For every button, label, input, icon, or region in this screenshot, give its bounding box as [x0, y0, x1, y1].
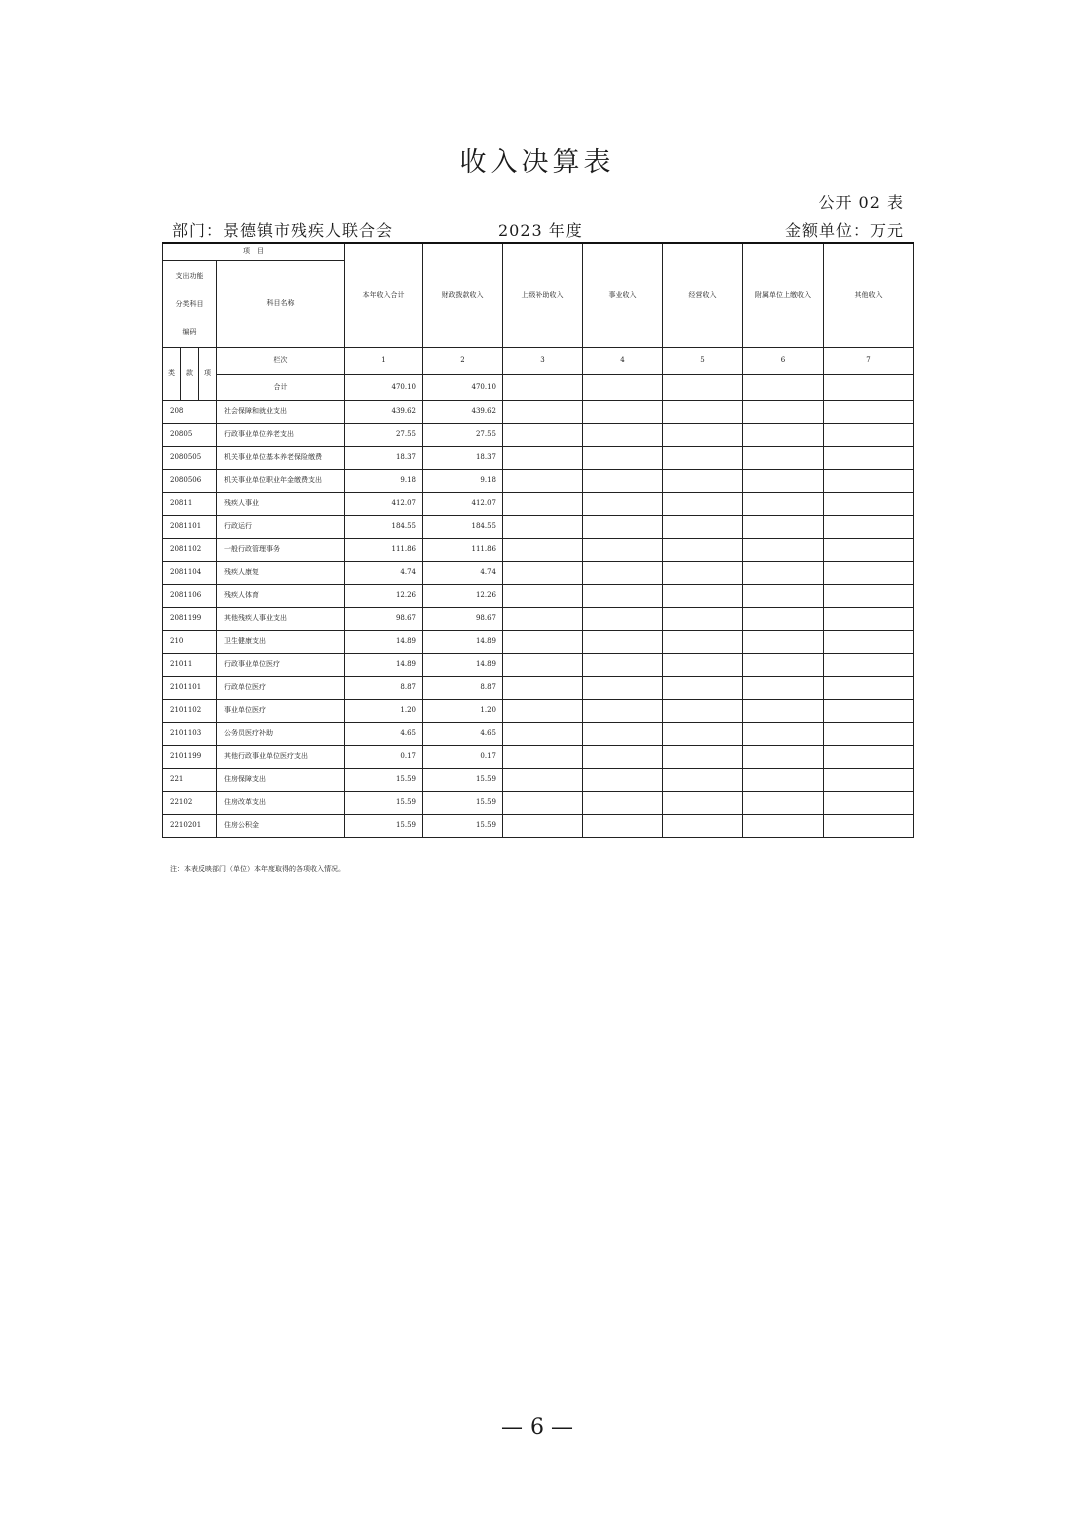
row-empty-cell: [824, 584, 914, 607]
row-empty-cell: [743, 400, 824, 423]
row-empty-cell: [583, 400, 663, 423]
row-fiscal: 184.55: [423, 515, 503, 538]
row-empty-cell: [743, 584, 824, 607]
row-total: 15.59: [345, 791, 423, 814]
row-empty-cell: [663, 791, 743, 814]
amount-unit: 金额单位：万元: [784, 221, 904, 240]
row-empty-cell: [663, 584, 743, 607]
total-value-2: 470.10: [423, 374, 503, 400]
row-fiscal: 15.59: [423, 814, 503, 837]
col-header-5: 经营收入: [663, 243, 743, 347]
row-name: 一般行政管理事务: [217, 538, 345, 561]
row-empty-cell: [743, 607, 824, 630]
row-fiscal: 0.17: [423, 745, 503, 768]
row-empty-cell: [824, 814, 914, 837]
row-empty-cell: [824, 469, 914, 492]
row-empty-cell: [743, 722, 824, 745]
row-total: 14.89: [345, 630, 423, 653]
row-empty-cell: [503, 400, 583, 423]
row-empty-cell: [824, 423, 914, 446]
row-code: 20811: [163, 492, 217, 515]
row-total: 15.59: [345, 814, 423, 837]
row-empty-cell: [663, 561, 743, 584]
col-header-4: 事业收入: [583, 243, 663, 347]
row-empty-cell: [824, 699, 914, 722]
row-code: 221: [163, 768, 217, 791]
table-row: [163, 699, 914, 722]
row-empty-cell: [663, 469, 743, 492]
row-empty-cell: [503, 515, 583, 538]
row-name: 事业单位医疗: [217, 699, 345, 722]
row-name: 住房保障支出: [217, 768, 345, 791]
code-header-line-2: 分类科目: [175, 299, 204, 308]
row-empty-cell: [824, 492, 914, 515]
row-total: 4.74: [345, 561, 423, 584]
row-empty-cell: [583, 492, 663, 515]
row-empty-cell: [743, 515, 824, 538]
row-name: 行政单位医疗: [217, 676, 345, 699]
row-total: 0.17: [345, 745, 423, 768]
row-fiscal: 4.65: [423, 722, 503, 745]
table-row: [163, 561, 914, 584]
row-fiscal: 12.26: [423, 584, 503, 607]
row-empty-cell: [663, 676, 743, 699]
row-name: 社会保障和就业支出: [217, 400, 345, 423]
row-empty-cell: [663, 814, 743, 837]
col-header-6: 附属单位上缴收入: [743, 243, 824, 347]
row-empty-cell: [824, 400, 914, 423]
row-empty-cell: [824, 561, 914, 584]
income-table: [162, 242, 914, 838]
row-empty-cell: [663, 607, 743, 630]
table-row: [163, 400, 914, 423]
row-empty-cell: [503, 722, 583, 745]
item-header: 项 目: [163, 243, 345, 260]
row-empty-cell: [663, 423, 743, 446]
row-empty-cell: [503, 584, 583, 607]
row-code: 2080506: [163, 469, 217, 492]
row-fiscal: 439.62: [423, 400, 503, 423]
table-row: [163, 814, 914, 837]
row-fiscal: 14.89: [423, 653, 503, 676]
seq-5: 5: [663, 347, 743, 374]
seq-2: 2: [423, 347, 503, 374]
page-number: — 6 —: [501, 1415, 573, 1440]
row-fiscal: 18.37: [423, 446, 503, 469]
table-row: [163, 446, 914, 469]
row-empty-cell: [743, 630, 824, 653]
level-xiang: 项: [199, 347, 217, 400]
row-empty-cell: [743, 423, 824, 446]
col-header-7: 其他收入: [824, 243, 914, 347]
row-empty-cell: [824, 538, 914, 561]
row-total: 98.67: [345, 607, 423, 630]
seq-7: 7: [824, 347, 914, 374]
seq-label: 栏次: [217, 347, 345, 374]
row-total: 18.37: [345, 446, 423, 469]
row-code: 20805: [163, 423, 217, 446]
seq-6: 6: [743, 347, 824, 374]
row-empty-cell: [503, 492, 583, 515]
row-name: 其他行政事业单位医疗支出: [217, 745, 345, 768]
total-value-1: 470.10: [345, 374, 423, 400]
row-empty-cell: [583, 469, 663, 492]
table-row: [163, 722, 914, 745]
row-empty-cell: [824, 607, 914, 630]
name-header: 科目名称: [217, 260, 345, 347]
col-header-3: 上级补助收入: [503, 243, 583, 347]
row-code: 2210201: [163, 814, 217, 837]
page-title: 收入决算表: [459, 147, 615, 178]
row-empty-cell: [743, 653, 824, 676]
row-empty-cell: [824, 446, 914, 469]
row-empty-cell: [824, 515, 914, 538]
row-code: 2101101: [163, 676, 217, 699]
row-empty-cell: [503, 538, 583, 561]
row-code: 2101102: [163, 699, 217, 722]
row-empty-cell: [583, 538, 663, 561]
row-name: 行政运行: [217, 515, 345, 538]
seq-1: 1: [345, 347, 423, 374]
row-empty-cell: [503, 446, 583, 469]
row-empty-cell: [743, 768, 824, 791]
row-empty-cell: [583, 676, 663, 699]
row-total: 14.89: [345, 653, 423, 676]
row-name: 残疾人事业: [217, 492, 345, 515]
table-row: [163, 630, 914, 653]
level-kuan: 款: [181, 347, 199, 400]
row-empty-cell: [583, 630, 663, 653]
row-fiscal: 8.87: [423, 676, 503, 699]
row-total: 439.62: [345, 400, 423, 423]
row-code: 22102: [163, 791, 217, 814]
table-row: [163, 653, 914, 676]
row-fiscal: 15.59: [423, 768, 503, 791]
row-name: 公务员医疗补助: [217, 722, 345, 745]
row-code: 2081199: [163, 607, 217, 630]
row-fiscal: 9.18: [423, 469, 503, 492]
row-code: 2081106: [163, 584, 217, 607]
row-empty-cell: [743, 814, 824, 837]
table-row: [163, 607, 914, 630]
row-name: 机关事业单位基本养老保险缴费: [217, 446, 345, 469]
row-empty-cell: [503, 745, 583, 768]
seq-4: 4: [583, 347, 663, 374]
row-empty-cell: [824, 676, 914, 699]
row-empty-cell: [663, 745, 743, 768]
row-code: 210: [163, 630, 217, 653]
footnote: 注：本表反映部门（单位）本年度取得的各项收入情况。: [170, 865, 345, 873]
row-empty-cell: [503, 699, 583, 722]
row-empty-cell: [583, 791, 663, 814]
row-empty-cell: [663, 722, 743, 745]
row-empty-cell: [663, 492, 743, 515]
row-empty-cell: [743, 791, 824, 814]
row-empty-cell: [743, 676, 824, 699]
row-fiscal: 98.67: [423, 607, 503, 630]
form-number: 公开 02 表: [818, 193, 904, 212]
row-empty-cell: [503, 653, 583, 676]
row-empty-cell: [583, 745, 663, 768]
row-empty-cell: [743, 745, 824, 768]
row-total: 9.18: [345, 469, 423, 492]
row-empty-cell: [663, 630, 743, 653]
row-empty-cell: [583, 423, 663, 446]
row-code: 2080505: [163, 446, 217, 469]
table-row: [163, 768, 914, 791]
row-fiscal: 412.07: [423, 492, 503, 515]
row-empty-cell: [583, 607, 663, 630]
row-empty-cell: [583, 515, 663, 538]
row-total: 15.59: [345, 768, 423, 791]
table-header: [163, 243, 914, 400]
row-total: 27.55: [345, 423, 423, 446]
row-code: 21011: [163, 653, 217, 676]
row-empty-cell: [503, 768, 583, 791]
table-row: [163, 676, 914, 699]
row-code: 2101103: [163, 722, 217, 745]
row-empty-cell: [663, 538, 743, 561]
row-empty-cell: [583, 446, 663, 469]
row-name: 残疾人康复: [217, 561, 345, 584]
row-total: 1.20: [345, 699, 423, 722]
table-row: [163, 423, 914, 446]
row-total: 184.55: [345, 515, 423, 538]
row-name: 住房公积金: [217, 814, 345, 837]
row-empty-cell: [743, 699, 824, 722]
row-empty-cell: [503, 630, 583, 653]
row-total: 111.86: [345, 538, 423, 561]
row-empty-cell: [663, 653, 743, 676]
row-empty-cell: [743, 492, 824, 515]
row-name: 住房改革支出: [217, 791, 345, 814]
row-empty-cell: [503, 814, 583, 837]
row-empty-cell: [663, 699, 743, 722]
row-fiscal: 4.74: [423, 561, 503, 584]
row-total: 412.07: [345, 492, 423, 515]
row-empty-cell: [743, 469, 824, 492]
table-row: [163, 469, 914, 492]
row-empty-cell: [824, 722, 914, 745]
row-empty-cell: [503, 607, 583, 630]
row-empty-cell: [503, 791, 583, 814]
table-row: [163, 584, 914, 607]
table-row: [163, 515, 914, 538]
row-empty-cell: [824, 653, 914, 676]
row-empty-cell: [663, 400, 743, 423]
row-name: 卫生健康支出: [217, 630, 345, 653]
row-fiscal: 111.86: [423, 538, 503, 561]
row-total: 8.87: [345, 676, 423, 699]
row-empty-cell: [503, 676, 583, 699]
row-empty-cell: [824, 745, 914, 768]
row-empty-cell: [503, 423, 583, 446]
code-header: [163, 260, 217, 347]
row-code: 208: [163, 400, 217, 423]
row-empty-cell: [743, 446, 824, 469]
row-total: 12.26: [345, 584, 423, 607]
row-empty-cell: [583, 722, 663, 745]
row-empty-cell: [583, 768, 663, 791]
row-empty-cell: [663, 446, 743, 469]
row-fiscal: 1.20: [423, 699, 503, 722]
row-empty-cell: [583, 653, 663, 676]
row-code: 2101199: [163, 745, 217, 768]
row-name: 机关事业单位职业年金缴费支出: [217, 469, 345, 492]
row-empty-cell: [583, 561, 663, 584]
row-name: 其他残疾人事业支出: [217, 607, 345, 630]
row-empty-cell: [503, 561, 583, 584]
table-row: [163, 745, 914, 768]
row-empty-cell: [743, 538, 824, 561]
row-total: 4.65: [345, 722, 423, 745]
table-row: [163, 791, 914, 814]
row-empty-cell: [583, 584, 663, 607]
department-label: 部门：景德镇市残疾人联合会: [172, 221, 394, 240]
row-name: 残疾人体育: [217, 584, 345, 607]
row-code: 2081104: [163, 561, 217, 584]
row-code: 2081101: [163, 515, 217, 538]
col-header-1: 本年收入合计: [345, 243, 423, 347]
code-header-line-1: 支出功能: [175, 271, 204, 280]
fiscal-year: 2023 年度: [498, 221, 583, 240]
row-empty-cell: [824, 768, 914, 791]
row-empty-cell: [824, 630, 914, 653]
code-header-line-3: 编码: [182, 327, 197, 336]
row-empty-cell: [503, 469, 583, 492]
row-empty-cell: [743, 561, 824, 584]
table-row: [163, 538, 914, 561]
seq-3: 3: [503, 347, 583, 374]
row-empty-cell: [824, 791, 914, 814]
col-header-2: 财政拨款收入: [423, 243, 503, 347]
row-fiscal: 15.59: [423, 791, 503, 814]
row-code: 2081102: [163, 538, 217, 561]
row-fiscal: 27.55: [423, 423, 503, 446]
table-body: [163, 400, 914, 837]
row-name: 行政事业单位医疗: [217, 653, 345, 676]
row-name: 行政事业单位养老支出: [217, 423, 345, 446]
total-label: 合计: [217, 374, 345, 400]
row-empty-cell: [583, 814, 663, 837]
table-row: [163, 492, 914, 515]
row-fiscal: 14.89: [423, 630, 503, 653]
row-empty-cell: [663, 768, 743, 791]
level-lei: 类: [163, 347, 181, 400]
row-empty-cell: [583, 699, 663, 722]
row-empty-cell: [663, 515, 743, 538]
